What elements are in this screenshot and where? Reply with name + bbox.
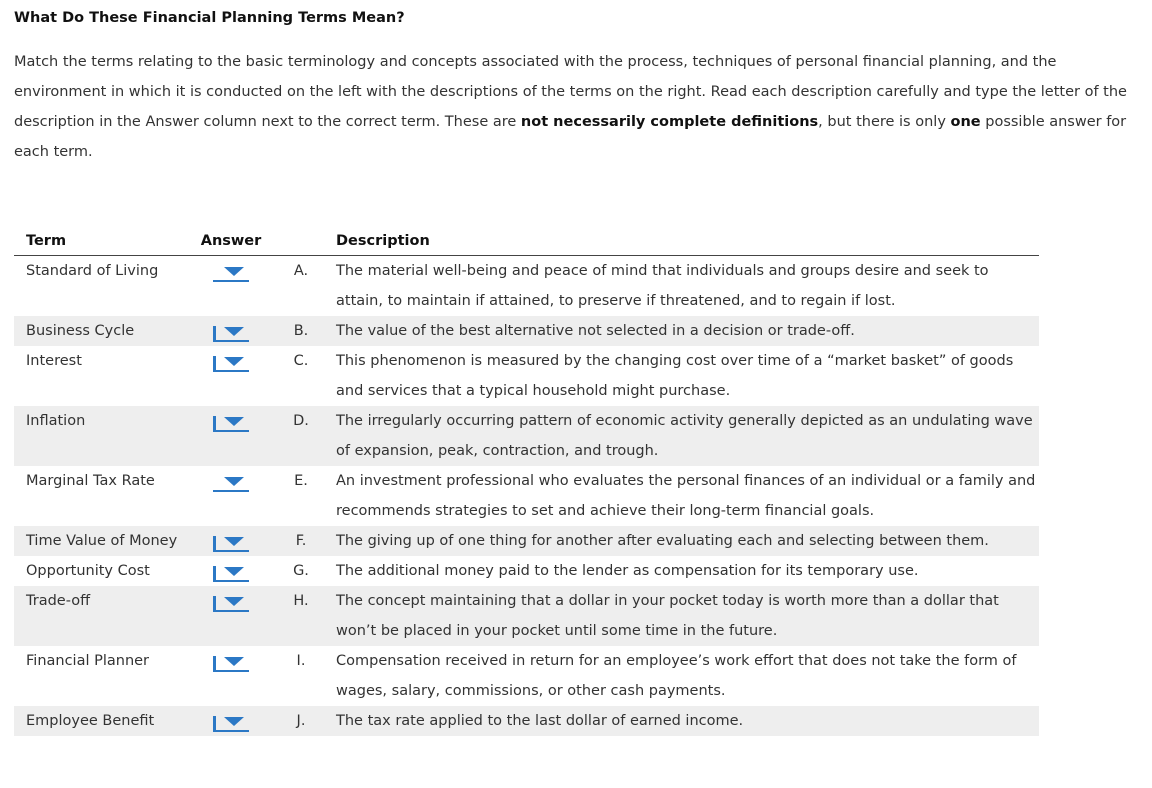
page-title: What Do These Financial Planning Terms Mean? [14, 10, 405, 26]
dropdown-arrow-icon [224, 597, 244, 606]
dropdown-arrow-icon [224, 357, 244, 366]
term-cell: Marginal Tax Rate [26, 473, 155, 489]
answer-dropdown[interactable] [213, 260, 249, 282]
description-cell: An investment professional who evaluates the personal finances of an individual or a family and recommends strategies to set and achieve their long-term financial goals. [336, 473, 1036, 519]
answer-cell [196, 586, 266, 646]
dropdown-arrow-icon [224, 537, 244, 546]
answer-dropdown[interactable] [213, 590, 249, 612]
description-cell: The concept maintaining that a dollar in your pocket today is worth more than a dollar that won’t be placed in your pocket until some time in the future. [336, 586, 1039, 646]
answer-cell [196, 346, 266, 406]
table-row [14, 586, 1039, 646]
answer-dropdown[interactable] [213, 350, 249, 372]
instructions-text-3: possible answer for each term. [14, 114, 1127, 160]
term-cell: Inflation [14, 406, 196, 466]
answer-dropdown[interactable] [213, 410, 249, 432]
answer-cell [196, 556, 266, 586]
table-header-row [14, 227, 1039, 256]
dropdown-arrow-icon [224, 327, 244, 336]
dropdown-arrow-icon [224, 717, 244, 726]
term-cell: Business Cycle [14, 316, 196, 346]
answer-dropdown[interactable] [213, 320, 249, 342]
instructions-bold-2: one [950, 114, 981, 130]
table-row [14, 466, 1039, 526]
answer-dropdown[interactable] [213, 470, 249, 492]
answer-cell [196, 316, 266, 346]
answer-cell [196, 406, 266, 466]
table-row [14, 526, 1039, 556]
answer-cell [196, 466, 266, 526]
description-cell: The material well-being and peace of mind that individuals and groups desire and seek to attain, to maintain if attained, to preserve if threatened, and to regain if lost. [336, 263, 989, 309]
answer-dropdown[interactable] [213, 530, 249, 552]
term-cell: Employee Benefit [14, 706, 196, 736]
description-letter: I. [296, 653, 306, 669]
description-cell: The giving up of one thing for another after evaluating each and selecting between them. [336, 526, 1039, 556]
instructions [14, 47, 1144, 167]
answer-cell [196, 706, 266, 736]
description-letter: D. [266, 406, 336, 466]
answer-column-header: Answer [196, 227, 266, 256]
table-row [14, 346, 1039, 406]
answer-cell [196, 646, 266, 706]
table-row [14, 706, 1039, 736]
description-cell: The value of the best alternative not selected in a decision or trade-off. [336, 316, 1039, 346]
dropdown-arrow-icon [224, 267, 244, 276]
description-cell: Compensation received in return for an employee’s work effort that does not take the form of wages, salary, commissions, or other cash payments. [336, 653, 1017, 699]
description-letter: J. [266, 706, 336, 736]
table-row [14, 646, 1039, 706]
answer-dropdown[interactable] [213, 650, 249, 672]
term-cell: Opportunity Cost [26, 563, 150, 579]
description-cell: This phenomenon is measured by the changing cost over time of a “market basket” of goods and services that a typical household might purchase. [336, 353, 1014, 399]
table-row [14, 256, 1039, 317]
term-cell: Standard of Living [26, 263, 159, 279]
description-column-header: Description [336, 227, 1039, 256]
description-letter: B. [266, 316, 336, 346]
description-letter: G. [293, 563, 309, 579]
description-letter: H. [266, 586, 336, 646]
letter-column-header [266, 227, 336, 256]
term-cell: Trade-off [14, 586, 196, 646]
description-cell: The tax rate applied to the last dollar of earned income. [336, 706, 1039, 736]
description-cell: The additional money paid to the lender as compensation for its temporary use. [336, 563, 919, 579]
term-cell: Time Value of Money [14, 526, 196, 556]
description-letter: C. [293, 353, 309, 369]
answer-cell [196, 526, 266, 556]
table-row [14, 316, 1039, 346]
dropdown-arrow-icon [224, 657, 244, 666]
term-cell: Financial Planner [26, 653, 150, 669]
answer-cell [196, 256, 266, 317]
instructions-bold-1: not necessarily complete definitions [520, 114, 819, 130]
matching-table [14, 227, 1039, 736]
table-row [14, 406, 1039, 466]
instructions-text-2: , but there is only [818, 114, 951, 130]
description-cell: The irregularly occurring pattern of economic activity generally depicted as an undulating wave of expansion, peak, contraction, and trough. [336, 406, 1039, 466]
description-letter: A. [293, 263, 309, 279]
term-column-header: Term [14, 227, 196, 256]
instructions-text-1: Match the terms relating to the basic terminology and concepts associated with the process, techniques of personal financial planning, and the environment in which it is conducted on the left with the descriptions of the terms on the right. Read each description carefully and type the letter of the description in the Answer column next to the correct term. These are [14, 54, 1127, 130]
dropdown-arrow-icon [224, 567, 244, 576]
dropdown-arrow-icon [224, 477, 244, 486]
dropdown-arrow-icon [224, 417, 244, 426]
description-letter: F. [266, 526, 336, 556]
answer-dropdown[interactable] [213, 710, 249, 732]
answer-dropdown[interactable] [213, 560, 249, 582]
description-letter: E. [294, 473, 308, 489]
table-row [14, 556, 1039, 586]
term-cell: Interest [26, 353, 82, 369]
